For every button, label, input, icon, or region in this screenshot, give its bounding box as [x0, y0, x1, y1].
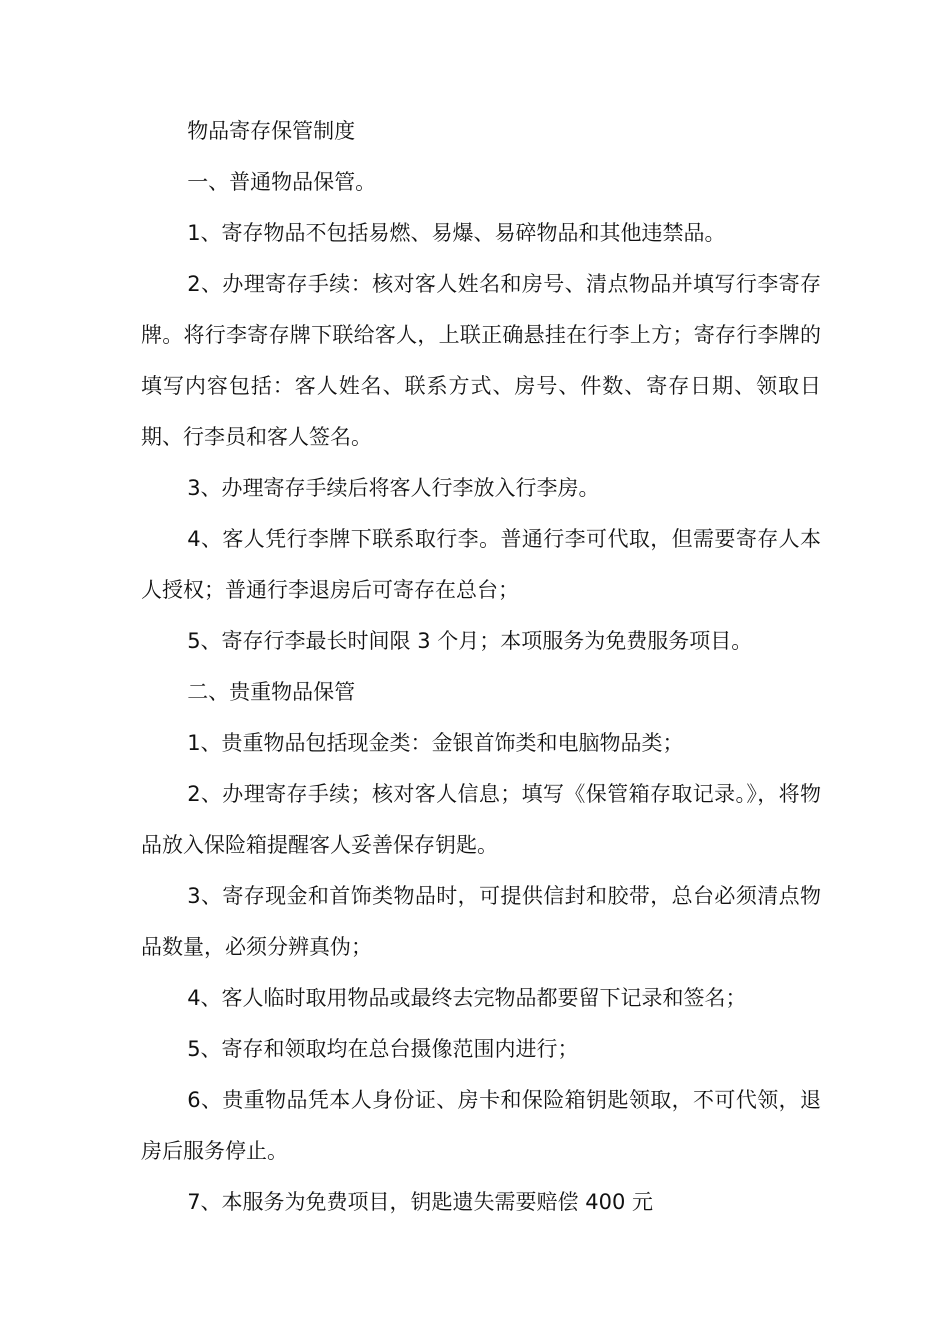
document-body	[141, 106, 821, 1228]
section-heading-valuables: 二、贵重物品保管	[187, 680, 356, 704]
valuables-item-1: 1、贵重物品包括现金类：金银首饰类和电脑物品类；	[187, 731, 684, 755]
general-item-3: 3、办理寄存手续后将客人行李放入行李房。	[187, 476, 600, 500]
valuables-item-6: 6、贵重物品凭本人身份证、房卡和保险箱钥匙领取，不可代领，退房后服务停止。	[141, 1088, 821, 1163]
valuables-item-5: 5、寄存和领取均在总台摄像范围内进行；	[187, 1037, 579, 1061]
general-item-1: 1、寄存物品不包括易燃、易爆、易碎物品和其他违禁品。	[187, 221, 726, 245]
document-title: 物品寄存保管制度	[187, 119, 356, 143]
valuables-item-4: 4、客人临时取用物品或最终去完物品都要留下记录和签名；	[187, 986, 747, 1010]
valuables-item-3: 3、寄存现金和首饰类物品时，可提供信封和胶带，总台必须清点物品数量，必须分辨真伪；	[141, 884, 821, 959]
general-item-2: 2、办理寄存手续：核对客人姓名和房号、清点物品并填写行李寄存牌。将行李寄存牌下联给客人，上联正确悬挂在行李上方；寄存行李牌的填写内容包括：客人姓名、联系方式、房号、件数、寄存日期、领取日期、行李员和客人签名。	[141, 272, 821, 449]
valuables-item-2: 2、办理寄存手续；核对客人信息；填写《保管箱存取记录。》，将物品放入保险箱提醒客人妥善保存钥匙。	[141, 782, 821, 857]
valuables-item-7: 7、本服务为免费项目，钥匙遗失需要赔偿 400 元	[187, 1190, 653, 1214]
section-heading-general: 一、普通物品保管。	[187, 170, 377, 194]
general-item-4: 4、客人凭行李牌下联系取行李。普通行李可代取，但需要寄存人本人授权；普通行李退房后可寄存在总台；	[141, 527, 821, 602]
general-item-5: 5、寄存行李最长时间限 3 个月；本项服务为免费服务项目。	[187, 629, 753, 653]
